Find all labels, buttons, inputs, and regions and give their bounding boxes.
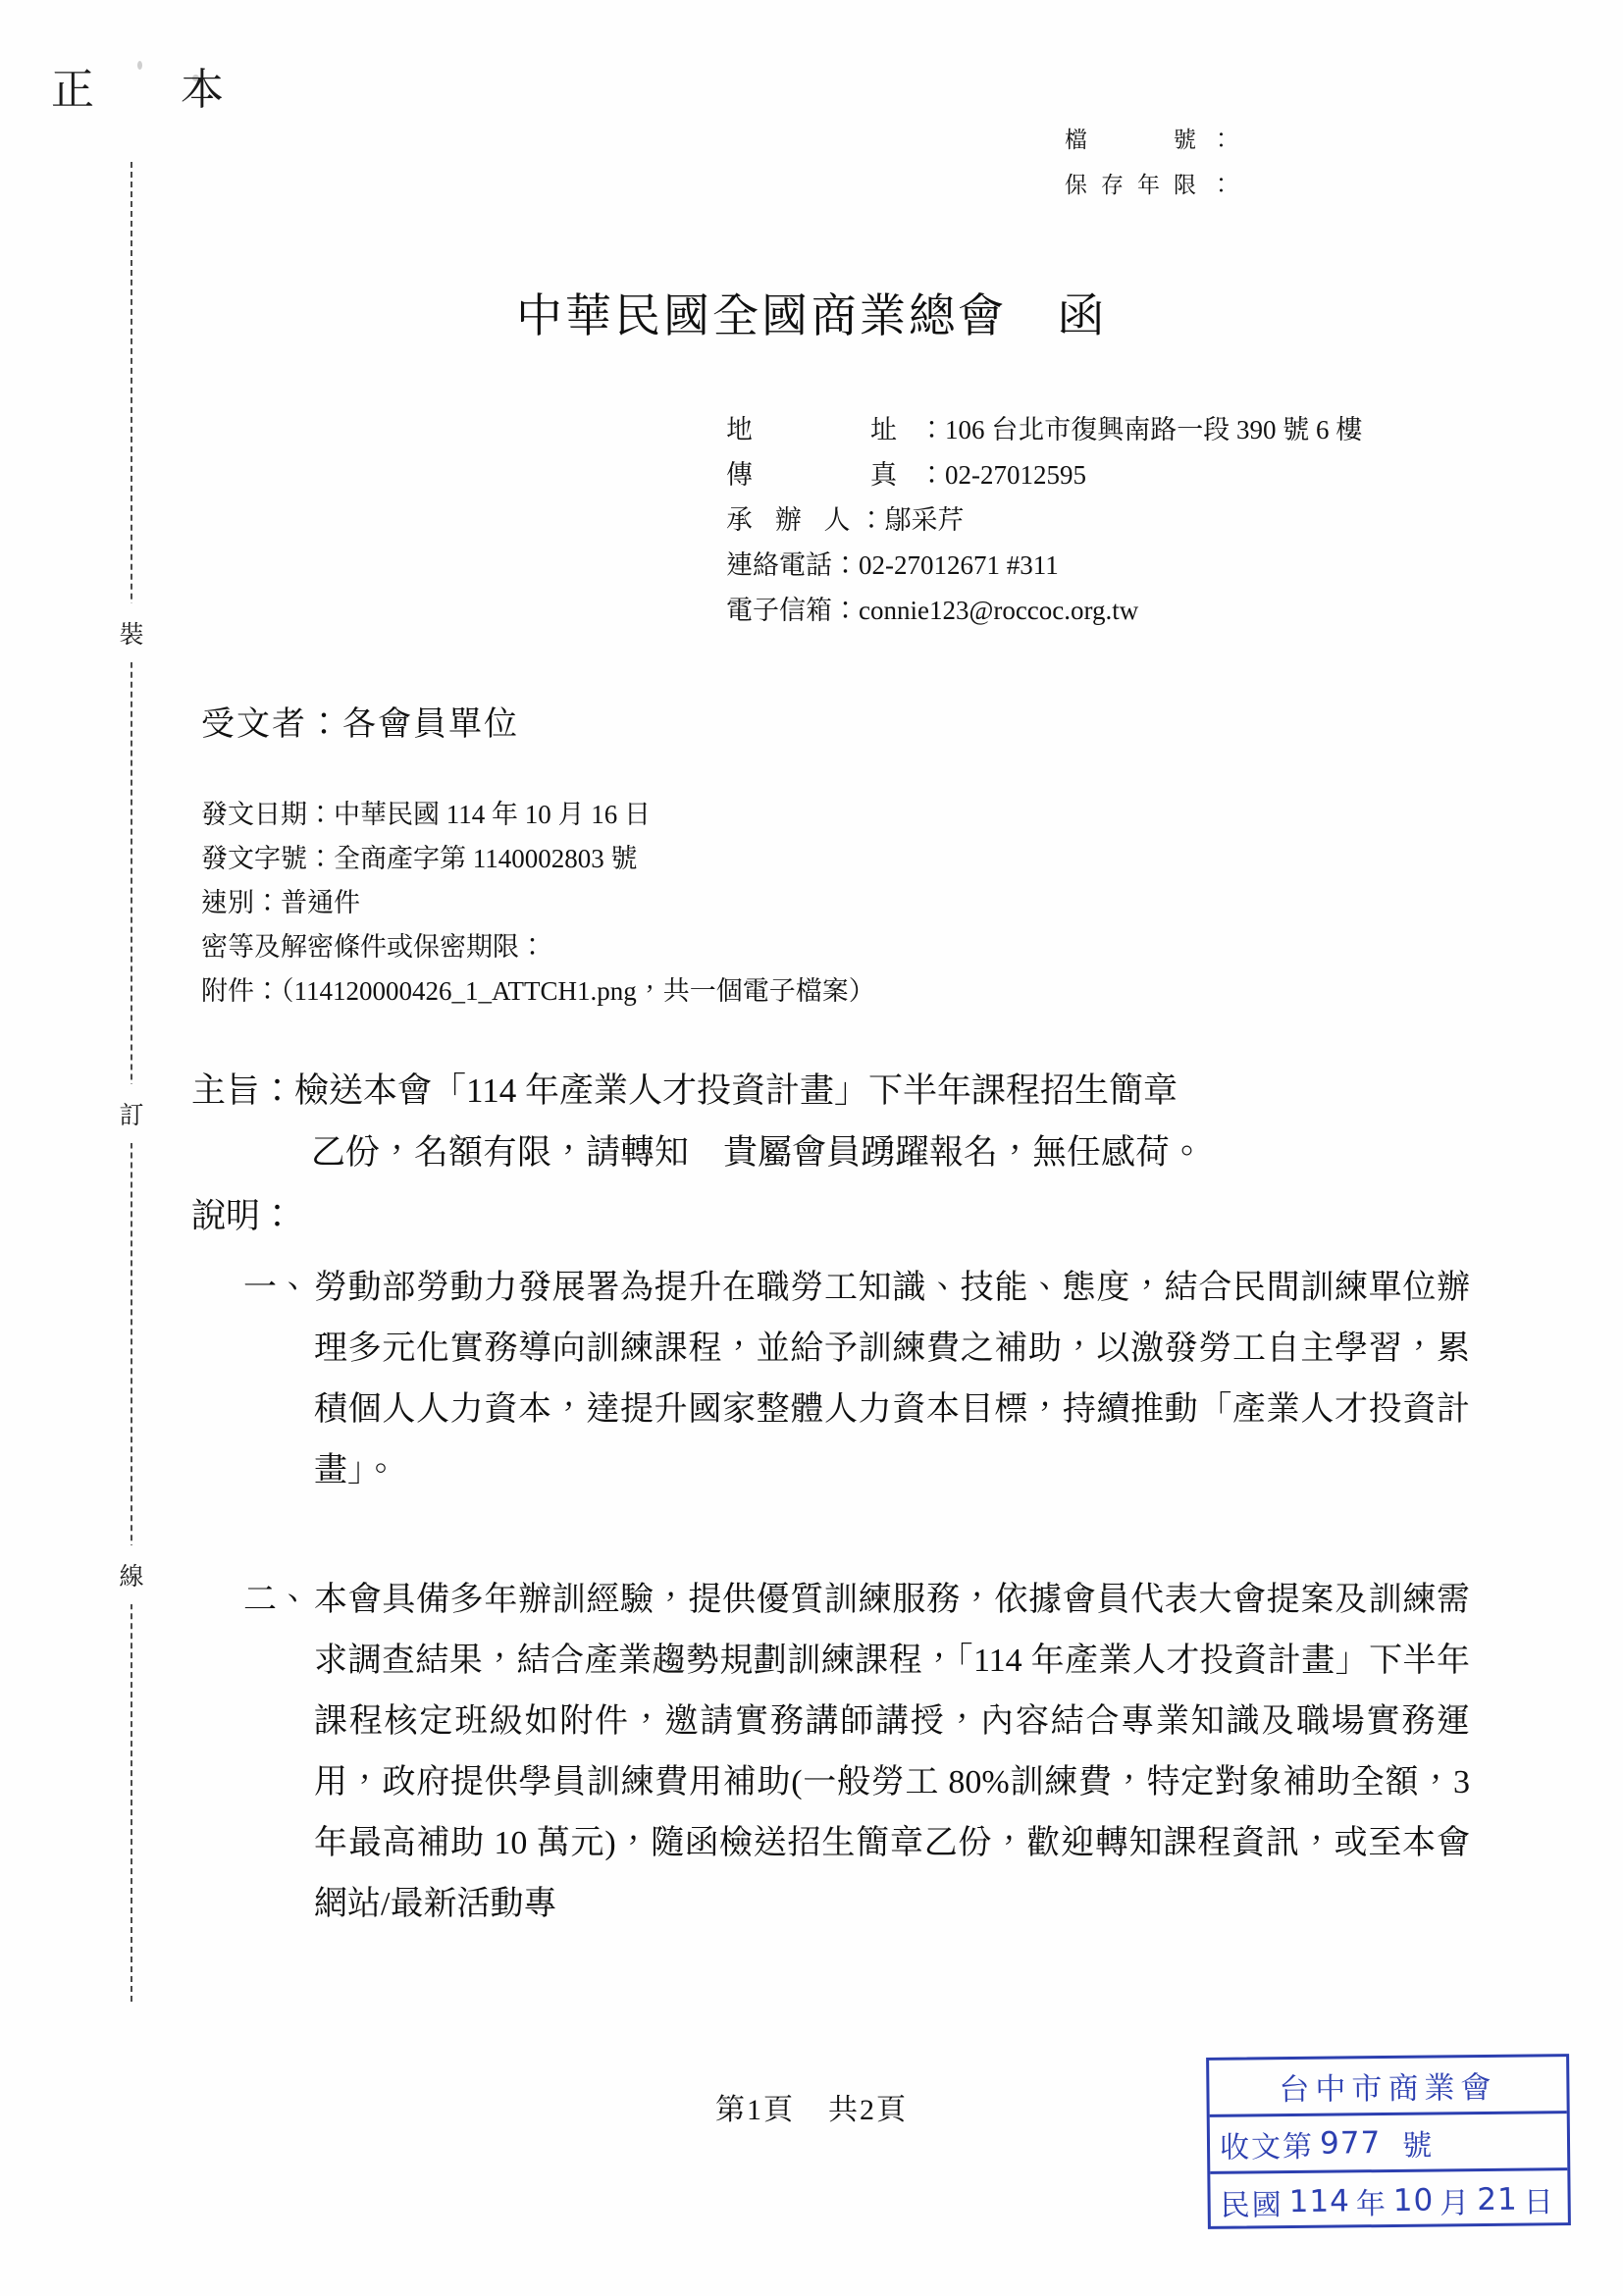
contact-row-fax (726, 452, 1362, 497)
contact-row-email (726, 588, 1362, 633)
stamp-date-day-label: 日 (1523, 2186, 1555, 2219)
stamp-date-year-label: 年 (1355, 2188, 1388, 2221)
subject-section (191, 1060, 1467, 1183)
contact-label-phone: 連絡電話 (726, 550, 832, 580)
contact-info (726, 407, 1362, 633)
explanation-item-1-number: 一、 (243, 1270, 310, 1306)
document-meta (201, 793, 875, 1014)
contact-value-phone: 02-27012671 #311 (859, 550, 1059, 580)
contact-label-address: 地 址 (726, 415, 918, 444)
meta-speed: 速別：普通件 (201, 888, 360, 917)
archive-label-number: 檔 號： (1065, 128, 1246, 152)
stamp-date-month-label: 月 (1440, 2187, 1472, 2220)
meta-attachment: 附件：（114120000426_1_ATTCH1.png，共一個電子檔案） (201, 976, 875, 1006)
stamp-receipt-number: 977 (1319, 2124, 1382, 2162)
binding-mark-xian: 線 (110, 1545, 153, 1604)
contact-value-address: 106 台北市復興南路一段 390 號 6 樓 (945, 415, 1363, 444)
stamp-date-month: 10 (1392, 2182, 1435, 2218)
meta-doc-number: 發文字號：全商產字第 1140002803 號 (201, 844, 638, 873)
explanation-label: 說明： (191, 1197, 295, 1235)
archive-row-retention (1065, 163, 1246, 208)
stamp-date-day: 21 (1477, 2181, 1518, 2218)
page-title (0, 280, 1623, 345)
subject-line-2: 乙份，名額有限，請轉知 貴屬會員踴躍報名，無任感荷。 (311, 1133, 1205, 1172)
contact-label-fax: 傳 真 (726, 460, 918, 490)
meta-confidential: 密等及解密條件或保密期限： (201, 932, 546, 962)
contact-value-officer: 鄔采芹 (884, 505, 965, 535)
meta-issue-date: 發文日期：中華民國 114 年 10 月 16 日 (201, 800, 651, 829)
explanation-item-2-number: 二、 (243, 1582, 310, 1618)
received-stamp (1206, 2054, 1571, 2229)
contact-row-phone (726, 543, 1362, 588)
binding-mark-ding: 訂 (110, 1084, 153, 1143)
stamp-date-prefix: 民國 (1220, 2189, 1283, 2222)
stamp-receipt-label: 收文第 (1219, 2130, 1315, 2165)
contact-sep-address: ： (918, 415, 945, 444)
explanation-item-1-text: 勞動部勞動力發展署為提升在職勞工知識、技能、態度，結合民間訓練單位辦理多元化實務導向訓練課程，並給予訓練費之補助，以激發勞工自主學習，累積個人人力資本，達提升國家整體人力資本目標，持續推動「產業人才投資計畫」。 (314, 1270, 1470, 1488)
contact-row-address (726, 407, 1362, 452)
title-doc-type: 函 (1058, 291, 1107, 342)
contact-row-officer (726, 497, 1362, 543)
stamp-date-row (1210, 2170, 1568, 2231)
contact-value-fax: 02-27012595 (945, 460, 1086, 490)
stamp-receipt-row (1210, 2113, 1568, 2174)
explanation-item-2-text: 本會具備多年辦訓經驗，提供優質訓練服務，依據會員代表大會提案及訓練需求調查結果，結合產業趨勢規劃訓練課程，「114 年產業人才投資計畫」下半年課程核定班級如附件，邀請實務講師講授，內容結合專業知識及職場實務運用，政府提供學員訓練費用補助(一般勞工 80%訓練費，特定對象補助全額，3 年最高補助 10 萬元)，隨函檢送招生簡章乙份，歡迎轉知課程資訊，或至本會網站/最新活動專 (314, 1582, 1470, 1922)
archive-label-retention: 保存年限： (1065, 173, 1246, 197)
archive-fields (1065, 118, 1246, 208)
contact-sep-phone: ： (832, 550, 859, 580)
contact-value-email: connie123@roccoc.org.tw (859, 596, 1139, 625)
copy-mark: 正 本 (51, 66, 245, 114)
contact-sep-fax: ： (918, 460, 945, 490)
stamp-receipt-unit: 號 (1402, 2129, 1435, 2163)
contact-sep-email: ： (832, 596, 859, 625)
binding-mark-zhuang: 裝 (110, 603, 153, 662)
contact-label-email: 電子信箱 (726, 596, 832, 625)
contact-sep-officer: ： (858, 505, 885, 535)
footer-total-pages: 共2頁 (828, 2094, 908, 2126)
explanation-item-1 (243, 1258, 1470, 1501)
stamp-date-year: 114 (1288, 2183, 1350, 2220)
stamp-organization: 台中市商業會 (1209, 2057, 1567, 2117)
recipient-line: 受文者：各會員單位 (201, 706, 519, 743)
archive-row-number (1065, 118, 1246, 163)
title-organization: 中華民國全國商業總會 (516, 291, 1007, 342)
contact-label-officer: 承 辦 人 (726, 505, 859, 535)
explanation-item-2 (243, 1570, 1470, 1935)
footer-current-page: 第1頁 (715, 2094, 795, 2126)
binding-dashed-line (131, 162, 132, 2002)
subject-line-1: 主旨：檢送本會「114 年產業人才投資計畫」下半年課程招生簡章 (191, 1071, 1178, 1110)
